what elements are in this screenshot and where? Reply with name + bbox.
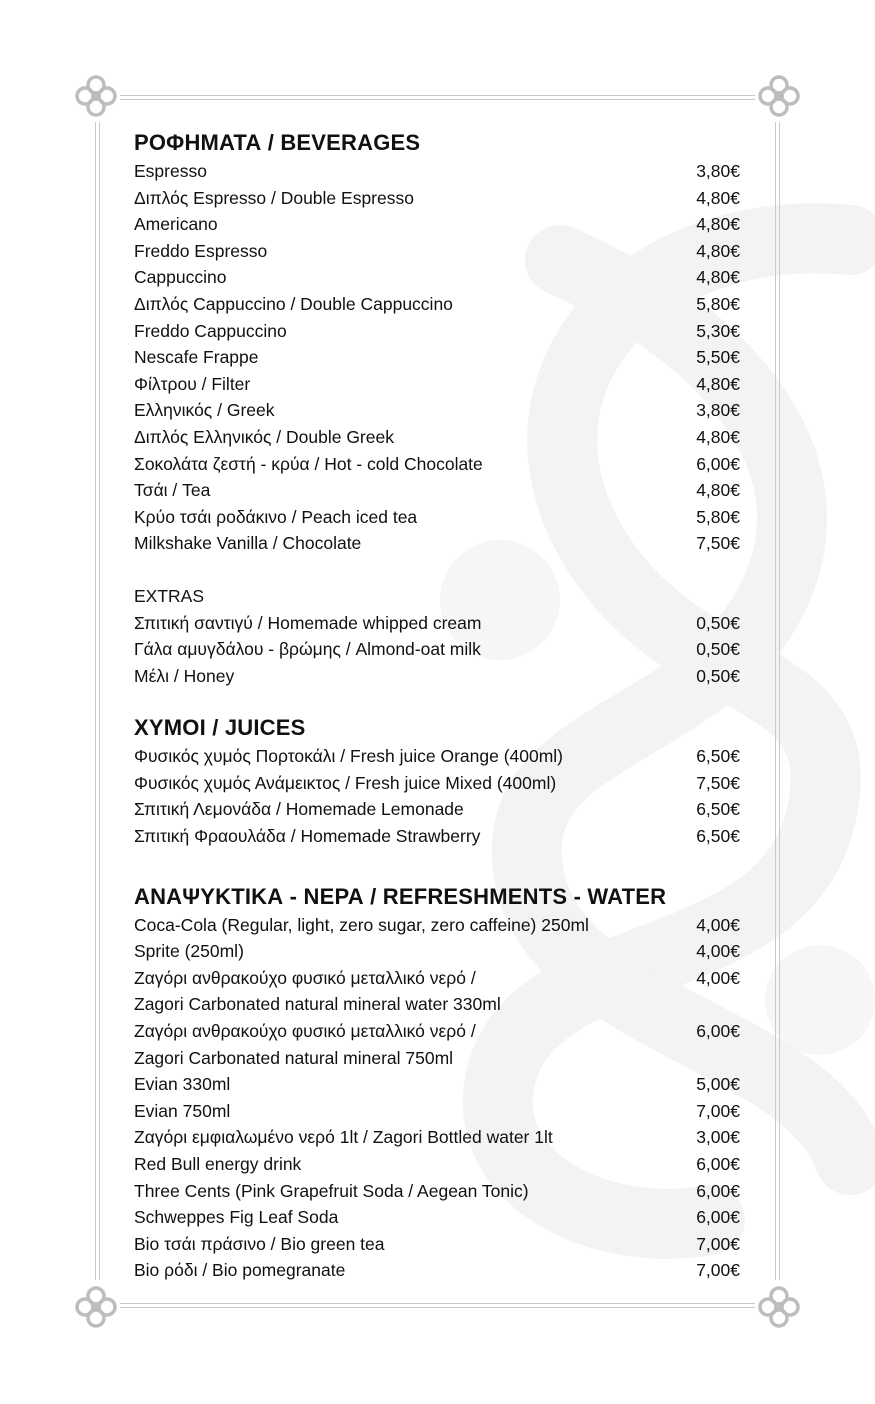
- menu-item-price: 6,50€: [696, 799, 740, 820]
- menu-item-row: [134, 318, 740, 345]
- menu-item-price: 7,00€: [696, 1233, 740, 1254]
- menu-item-row: [134, 1098, 740, 1125]
- menu-item-price: 7,50€: [696, 533, 740, 554]
- menu-item-price: 5,80€: [696, 506, 740, 527]
- menu-item-name: Ζαγόρι ανθρακούχο φυσικό μεταλλικό νερό /: [134, 1021, 476, 1042]
- menu-item-price: 3,80€: [696, 161, 740, 181]
- menu-list: [134, 158, 740, 557]
- menu-item-row: [134, 1178, 740, 1205]
- menu-content: [134, 128, 740, 1284]
- menu-item-name: Φίλτρου / Filter: [134, 373, 251, 394]
- menu-item-row: [134, 1018, 740, 1045]
- menu-item-name: Σπιτική Φραουλάδα / Homemade Strawberry: [134, 826, 481, 847]
- menu-list: [134, 610, 740, 690]
- spacer: [134, 557, 740, 583]
- knot-ornament-icon: [756, 1284, 802, 1330]
- menu-item-name: Ελληνικός / Greek: [134, 400, 275, 421]
- menu-item-row: [134, 397, 740, 424]
- menu-item-name: Cappuccino: [134, 267, 227, 288]
- menu-item-price: 0,50€: [696, 612, 740, 633]
- menu-item-name: Nescafe Frappe: [134, 347, 259, 368]
- knot-ornament-icon: [73, 73, 119, 119]
- menu-item-name: Evian 750ml: [134, 1100, 231, 1121]
- menu-item-name: Schweppes Fig Leaf Soda: [134, 1207, 339, 1228]
- section-title: ΑΝΑΨΥΚΤΙΚΑ - ΝΕΡΑ / REFRESHMENTS - WATER: [134, 883, 667, 909]
- menu-item-name: Κρύο τσάι ροδάκινο / Peach iced tea: [134, 506, 418, 527]
- menu-list: [134, 912, 740, 1284]
- menu-item-row: [134, 770, 740, 797]
- menu-item-name: Ζαγόρι ανθρακούχο φυσικό μεταλλικό νερό /: [134, 967, 476, 988]
- menu-item-row: [134, 796, 740, 823]
- menu-item-name: Zagori Carbonated natural mineral 750ml: [134, 1047, 454, 1068]
- knot-ornament-icon: [756, 73, 802, 119]
- menu-item-price: 4,80€: [696, 187, 740, 208]
- menu-item-price: 4,00€: [696, 967, 740, 988]
- menu-item-price: 5,80€: [696, 293, 740, 314]
- menu-item-name: Bio τσάι πράσινο / Bio green tea: [134, 1233, 385, 1254]
- menu-item-row: [134, 1124, 740, 1151]
- menu-item-name: Μέλι / Honey: [134, 665, 235, 686]
- menu-item-row: [134, 344, 740, 371]
- juices-section: [134, 713, 740, 849]
- menu-item-price: 4,80€: [696, 214, 740, 235]
- menu-item-name: Freddo Cappuccino: [134, 320, 287, 341]
- menu-item-name: Ζαγόρι εμφιαλωμένο νερό 1lt / Zagori Bottled water 1lt: [134, 1127, 553, 1148]
- menu-item-row: [134, 530, 740, 557]
- menu-item-name: Sprite (250ml): [134, 941, 244, 962]
- menu-item-name: Τσάι / Tea: [134, 480, 211, 501]
- menu-item-price: 7,00€: [696, 1100, 740, 1121]
- menu-item-price: 4,00€: [696, 914, 740, 935]
- menu-item-row: [134, 451, 740, 478]
- menu-item-price: 5,50€: [696, 347, 740, 368]
- menu-list: [134, 743, 740, 849]
- frame-left-line-inner: [99, 122, 100, 1280]
- menu-item-name: Coca-Cola (Regular, light, zero sugar, zero caffeine) 250ml: [134, 914, 589, 935]
- menu-item-name: Σπιτική Λεμονάδα / Homemade Lemonade: [134, 799, 464, 820]
- menu-item-row: [134, 291, 740, 318]
- menu-item-row: [134, 1257, 740, 1284]
- menu-item-name: Φυσικός χυμός Πορτοκάλι / Fresh juice Orange (400ml): [134, 746, 564, 767]
- menu-item-price: 5,00€: [696, 1074, 740, 1095]
- menu-item-row: [134, 158, 740, 185]
- menu-item-row: [134, 1151, 740, 1178]
- knot-ornament-icon: [73, 1284, 119, 1330]
- menu-item-name: Red Bull energy drink: [134, 1154, 302, 1174]
- menu-item-row: [134, 610, 740, 637]
- menu-item-row: [134, 371, 740, 398]
- menu-item-price: 4,80€: [696, 267, 740, 288]
- menu-item-name: Διπλός Espresso / Double Espresso: [134, 187, 414, 208]
- menu-item-name: Milkshake Vanilla / Chocolate: [134, 533, 362, 554]
- section-title: ΡΟΦΗΜΑΤΑ / BEVERAGES: [134, 130, 421, 155]
- menu-item-row: [134, 477, 740, 504]
- menu-item-row: [134, 504, 740, 531]
- menu-item-name: Bio ρόδι / Bio pomegranate: [134, 1260, 346, 1281]
- menu-item-price: 6,00€: [696, 1180, 740, 1201]
- frame-bottom-line-inner: [120, 1307, 755, 1308]
- frame-right-line-inner: [779, 122, 780, 1280]
- extras-section: [134, 583, 740, 689]
- menu-item-price: 7,00€: [696, 1260, 740, 1281]
- menu-item-row: [134, 636, 740, 663]
- menu-item-price: 3,00€: [696, 1127, 740, 1148]
- menu-item-name: Evian 330ml: [134, 1074, 231, 1095]
- menu-item-row: [134, 743, 740, 770]
- menu-item-price: 6,00€: [696, 453, 740, 474]
- menu-item-row: [134, 211, 740, 238]
- refreshments-section: [134, 882, 740, 1284]
- menu-item-row: [134, 912, 740, 939]
- menu-item-price: 4,80€: [696, 426, 740, 447]
- frame-right-line: [775, 122, 776, 1280]
- menu-item-name: Γάλα αμυγδάλου - βρώμης / Almond-oat milk: [134, 639, 481, 660]
- menu-item-price: 6,50€: [696, 826, 740, 847]
- menu-item-price: 7,50€: [696, 772, 740, 793]
- section-subtitle: EXTRAS: [134, 585, 205, 606]
- menu-item-row: [134, 1071, 740, 1098]
- menu-item-row: [134, 424, 740, 451]
- menu-item-price: 4,80€: [696, 240, 740, 261]
- menu-item-name: Americano: [134, 214, 218, 235]
- menu-item-row: [134, 1231, 740, 1258]
- menu-item-row: [134, 238, 740, 265]
- menu-item-price: 4,00€: [696, 941, 740, 962]
- frame-top-line-inner: [120, 99, 755, 100]
- menu-item-price: 4,80€: [696, 373, 740, 394]
- section-title: ΧΥΜΟΙ / JUICES: [134, 715, 306, 741]
- menu-item-row: [134, 938, 740, 965]
- menu-item-row: [134, 1204, 740, 1231]
- menu-item-name: Zagori Carbonated natural mineral water 330ml: [134, 994, 501, 1015]
- spacer: [134, 850, 740, 882]
- menu-item-row: [134, 185, 740, 212]
- menu-item-name: Σοκολάτα ζεστή - κρύα / Hot - cold Chocolate: [134, 453, 483, 474]
- spacer: [134, 689, 740, 713]
- menu-item-price: 6,00€: [696, 1154, 740, 1174]
- menu-item-row: [134, 663, 740, 690]
- menu-item-row: [134, 264, 740, 291]
- menu-item-price: 0,50€: [696, 665, 740, 686]
- menu-item-price: 4,80€: [696, 480, 740, 501]
- frame-bottom-line: [120, 1303, 755, 1304]
- menu-item-row: [134, 823, 740, 850]
- menu-item-name: Διπλός Ελληνικός / Double Greek: [134, 426, 394, 447]
- menu-item-name: Freddo Espresso: [134, 240, 268, 261]
- menu-item-price: 0,50€: [696, 639, 740, 660]
- menu-item-price: 3,80€: [696, 400, 740, 421]
- menu-item-name: Διπλός Cappuccino / Double Cappuccino: [134, 293, 453, 314]
- menu-item-name: Three Cents (Pink Grapefruit Soda / Aegean Tonic): [134, 1180, 529, 1201]
- menu-item-row: [134, 991, 740, 1018]
- beverages-section: [134, 128, 740, 557]
- menu-item-name: Φυσικός χυμός Ανάμεικτος / Fresh juice Mixed (400ml): [134, 772, 557, 793]
- frame-left-line: [95, 122, 96, 1280]
- frame-top-line: [120, 95, 755, 96]
- menu-item-price: 5,30€: [696, 320, 740, 341]
- menu-item-row: [134, 965, 740, 992]
- menu-item-price: 6,50€: [696, 746, 740, 767]
- menu-item-name: Σπιτική σαντιγύ / Homemade whipped cream: [134, 612, 482, 633]
- menu-item-name: Espresso: [134, 161, 207, 181]
- menu-item-price: 6,00€: [696, 1021, 740, 1042]
- menu-item-price: 6,00€: [696, 1207, 740, 1228]
- menu-item-row: [134, 1045, 740, 1072]
